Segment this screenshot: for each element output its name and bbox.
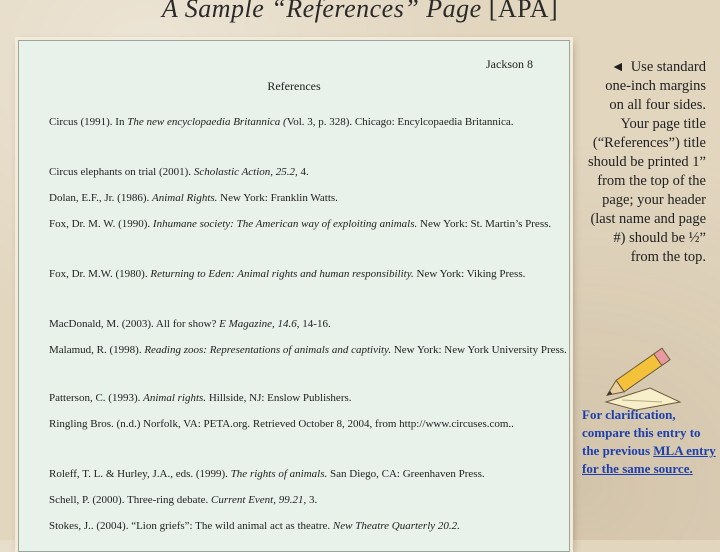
reference-entry: Patterson, C. (1993). Animal rights. Hillside, NJ: Enslow Publishers. [49,392,352,404]
reference-entry: Fox, Dr. M. W. (1990). Inhumane society: The American way of exploiting animals. New York: St. Martin’s Press. [49,218,552,230]
slide-title-tag: [APA] [488,0,559,23]
reference-entry: Dolan, E.F., Jr. (1986). Animal Rights. New York: Franklin Watts. [49,192,338,204]
reference-entry: Malamud, R. (1998). Reading zoos: Representations of animals and captivity. New York: New York University Press. [49,344,567,356]
reference-entry: MacDonald, M. (2003). All for show? E Magazine, 14.6, 14-16. [49,318,331,330]
clarification-note [582,406,718,478]
slide-title [0,0,720,24]
reference-entry: Ringling Bros. (n.d.) Norfolk, VA: PETA.org. Retrieved October 8, 2004, from http://www.circuses.com.. [49,418,514,430]
reference-entry: Roleff, T. L. & Hurley, J.A., eds. (1999). The rights of animals. San Diego, CA: Greenhaven Press. [49,468,485,480]
reference-entry: Schell, P. (2000). Three-ring debate. Current Event, 99.21, 3. [49,494,318,506]
page-header: Jackson 8 [486,57,533,71]
left-arrow-icon: ◄ [610,60,625,75]
references-heading: References [267,79,321,93]
reference-entry: Fox, Dr. M.W. (1980). Returning to Eden: Animal rights and human responsibility. New York: Viking Press. [49,268,526,280]
reference-entry: Stokes, J.. (2004). “Lion griefs”: The wild animal act as theatre. New Theatre Quarterly 20.2. [49,520,460,532]
mla-entry-link[interactable]: MLA entry for the same source. [582,443,716,476]
clarification-text: For clarification, compare this entry to the previous [582,407,701,458]
slide-title-text: A Sample “References” Page [161,0,482,23]
pencil-writing-icon [592,332,692,412]
margin-instructions [588,58,706,267]
document-page [18,40,570,552]
reference-entry: Circus elephants on trial (2001). Scholastic Action, 25.2, 4. [49,166,309,178]
margin-instructions-text: Use standard one-inch margins on all four sides. Your page title (“References”) title should be printed 1” from the top of the page; your header (last name and page #) should be ½” from the top. [588,59,706,265]
reference-entry: Circus (1991). In The new encyclopaedia Britannica (Vol. 3, p. 328). Chicago: Encylcopaedia Britannica. [49,116,514,128]
